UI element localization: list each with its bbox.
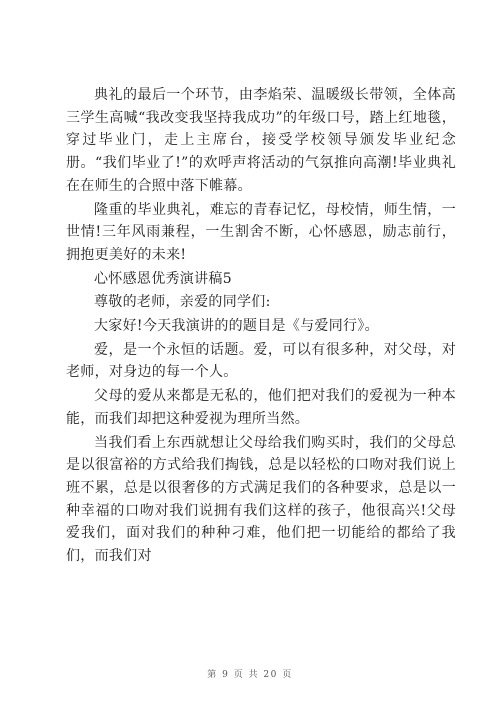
paragraph-parents-love: 父母的爱从来都是无私的，他们把对我们的爱视为一种本能，而我们却把这种爱视为理所当然。: [66, 388, 456, 427]
paragraph-parents-sacrifice: 当我们看上东西就想让父母给我们购买时，我们的父母总是以很富裕的方式给我们掏钱，总是以轻松的口吻对我们说上班不累，总是以很奢侈的方式满足我们的各种要求，总是以一种幸福的口吻对我们说拥有我们这样的孩子，他很高兴!父母爱我们，面对我们的种种刁难，他们把一切能给的都给了我们，而我们对: [66, 434, 456, 565]
document-body: [66, 84, 456, 568]
paragraph-ceremony-finale: 典礼的最后一个环节，由李焰荣、温暖级长带领，全体高三学生高喊“我改变我坚持我成功”的年级口号，踏上红地毯，穿过毕业门，走上主席台，接受学校领导颁发毕业纪念册。“我们毕业了!”的欢呼声将活动的气氛推向高潮!毕业典礼在在师生的合照中落下帷幕。: [66, 87, 456, 194]
speech-greeting: 大家好!今天我演讲的的题目是《与爱同行》。: [94, 318, 379, 335]
paragraph-graduation-memories: 隆重的毕业典礼，难忘的青春记忆，母校情，师生情，一世情!三年风雨兼程，一生割舍不断，心怀感恩，励志前行，拥抱更美好的未来!: [66, 201, 456, 263]
page-footer: 第 9 页 共 20 页: [207, 670, 293, 680]
speech-salutation: 尊敬的老师，亲爱的同学们:: [94, 294, 271, 311]
paragraph-love-topic: 爱，是一个永恒的话题。爱，可以有很多种，对父母，对老师，对身边的每一个人。: [66, 341, 456, 381]
speech-title: 心怀感恩优秀演讲稿5: [94, 270, 232, 287]
